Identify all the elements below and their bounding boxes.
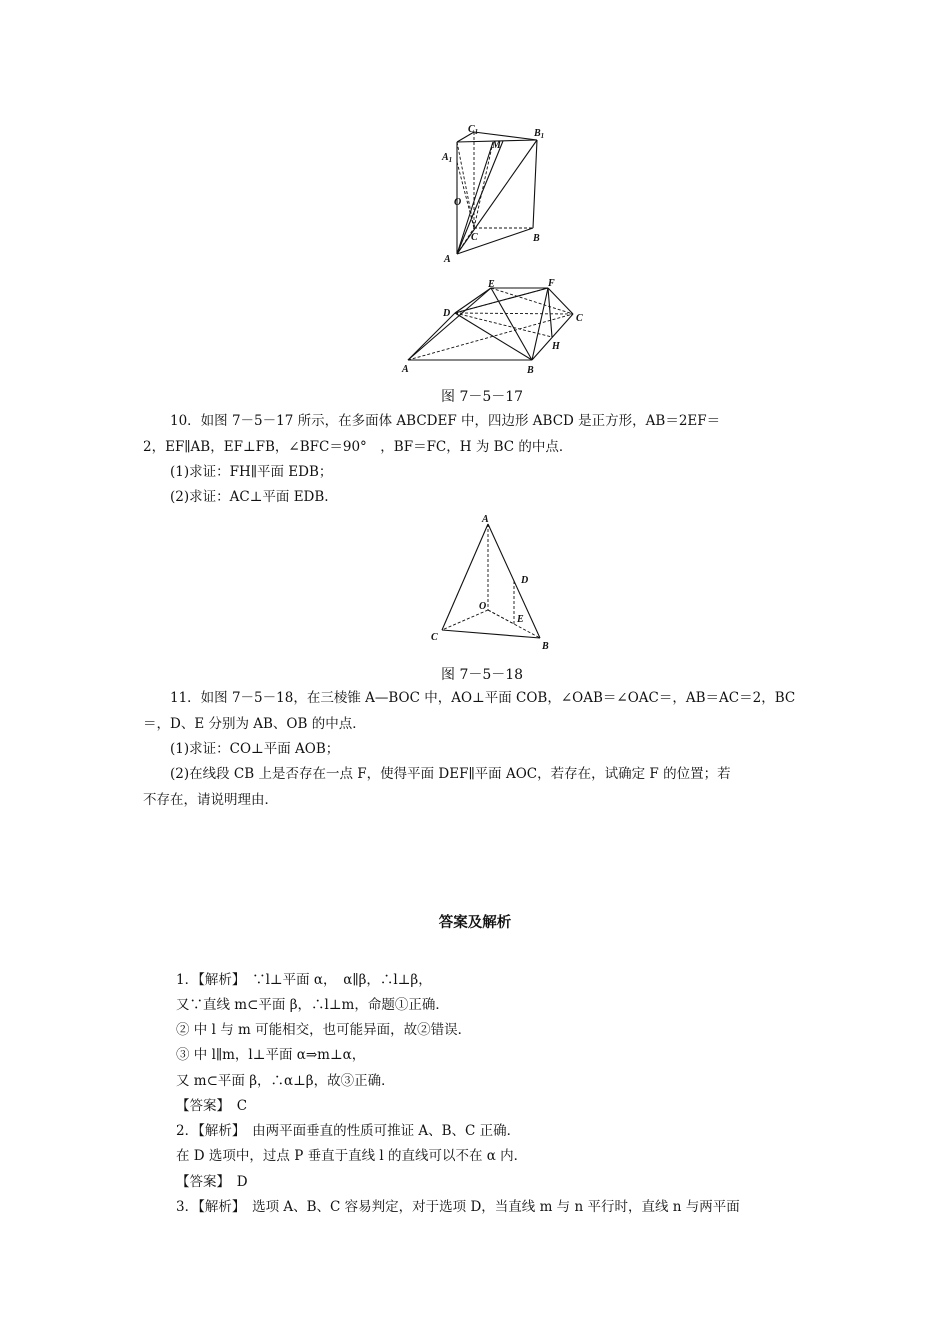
label-m: M (492, 140, 501, 151)
answer-line: 3．【解析】 选项 A、B、C 容易判定，对于选项 D，当直线 m 与 n 平行时，直线 n 与两平面 (176, 1199, 740, 1215)
pyramid-figure (425, 512, 560, 657)
label-a: A (402, 364, 409, 375)
label-c: C (471, 232, 478, 243)
label-b1: $B_1$ (534, 128, 545, 140)
answer-line: 【答案】 C (176, 1098, 248, 1114)
label-d: D (521, 575, 529, 586)
answer-line: ③ 中 l∥m，l⊥平面 α⇒m⊥α， (176, 1047, 366, 1063)
problem-10-part2: (2)求证：AC⊥平面 EDB. (170, 489, 329, 505)
problem-10-line2: 2，EF∥AB，EF⊥FB，∠BFC＝90° ，BF＝FC，H 为 BC 的中点． (143, 439, 573, 455)
problem-11-part1: (1)求证：CO⊥平面 AOB； (170, 741, 340, 757)
figure-caption-18: 图 7－5－18 (441, 667, 524, 683)
answer-line: 【答案】 D (176, 1174, 248, 1190)
label-c1: $C_1$ (468, 124, 479, 136)
label-d: D (443, 308, 451, 319)
label-b: B (527, 365, 534, 376)
problem-11-line2: ＝，D、E 分别为 AB、OB 的中点． (143, 716, 366, 732)
label-b: B (542, 641, 549, 652)
problem-11-part2: (2)在线段 CB 上是否存在一点 F，使得平面 DEF∥平面 AOC，若存在，试确定 F 的位置；若 (170, 766, 731, 782)
answer-line: 又∵直线 m⊂平面 β，∴l⊥m，命题①正确． (176, 997, 449, 1013)
label-a: A (444, 254, 451, 265)
answer-line: 又 m⊂平面 β，∴α⊥β，故③正确． (176, 1073, 395, 1089)
problem-10-line1: 10．如图 7－5－17 所示，在多面体 ABCDEF 中，四边形 ABCD 是正方形，AB＝2EF＝ (170, 413, 721, 429)
figure-caption-17: 图 7－5－17 (441, 389, 524, 405)
problem-11-line1: 11．如图 7－5－18，在三棱锥 A—BOC 中，AO⊥平面 COB，∠OAB＝∠OAC＝，AB＝AC＝2，BC (170, 690, 796, 706)
answers-heading: 答案及解析 (438, 914, 512, 931)
label-c: C (576, 313, 583, 324)
label-c: C (431, 632, 438, 643)
problem-10-part1: (1)求证：FH∥平面 EDB； (170, 464, 333, 480)
label-f: F (548, 278, 555, 289)
problem-11-part2b: 不存在，请说明理由． (143, 792, 278, 808)
answer-line: 在 D 选项中，过点 P 垂直于直线 l 的直线可以不在 α 内． (176, 1148, 528, 1164)
answer-line: 2．【解析】 由两平面垂直的性质可推证 A、B、C 正确． (176, 1123, 521, 1139)
polyhedron-figure (395, 276, 600, 376)
label-o: O (454, 197, 462, 208)
label-b: B (533, 233, 540, 244)
answer-line: ② 中 l 与 m 可能相交，也可能异面，故②错误． (176, 1022, 472, 1038)
label-a: A (482, 514, 489, 525)
label-e: E (517, 614, 524, 625)
label-a1: $A_1$ (442, 152, 453, 164)
prism-figure (430, 122, 560, 267)
label-o: O (479, 601, 487, 612)
label-e: E (488, 279, 495, 290)
answer-line: 1．【解析】 ∵l⊥平面 α， α∥β，∴l⊥β， (176, 972, 432, 988)
label-h: H (552, 341, 560, 352)
